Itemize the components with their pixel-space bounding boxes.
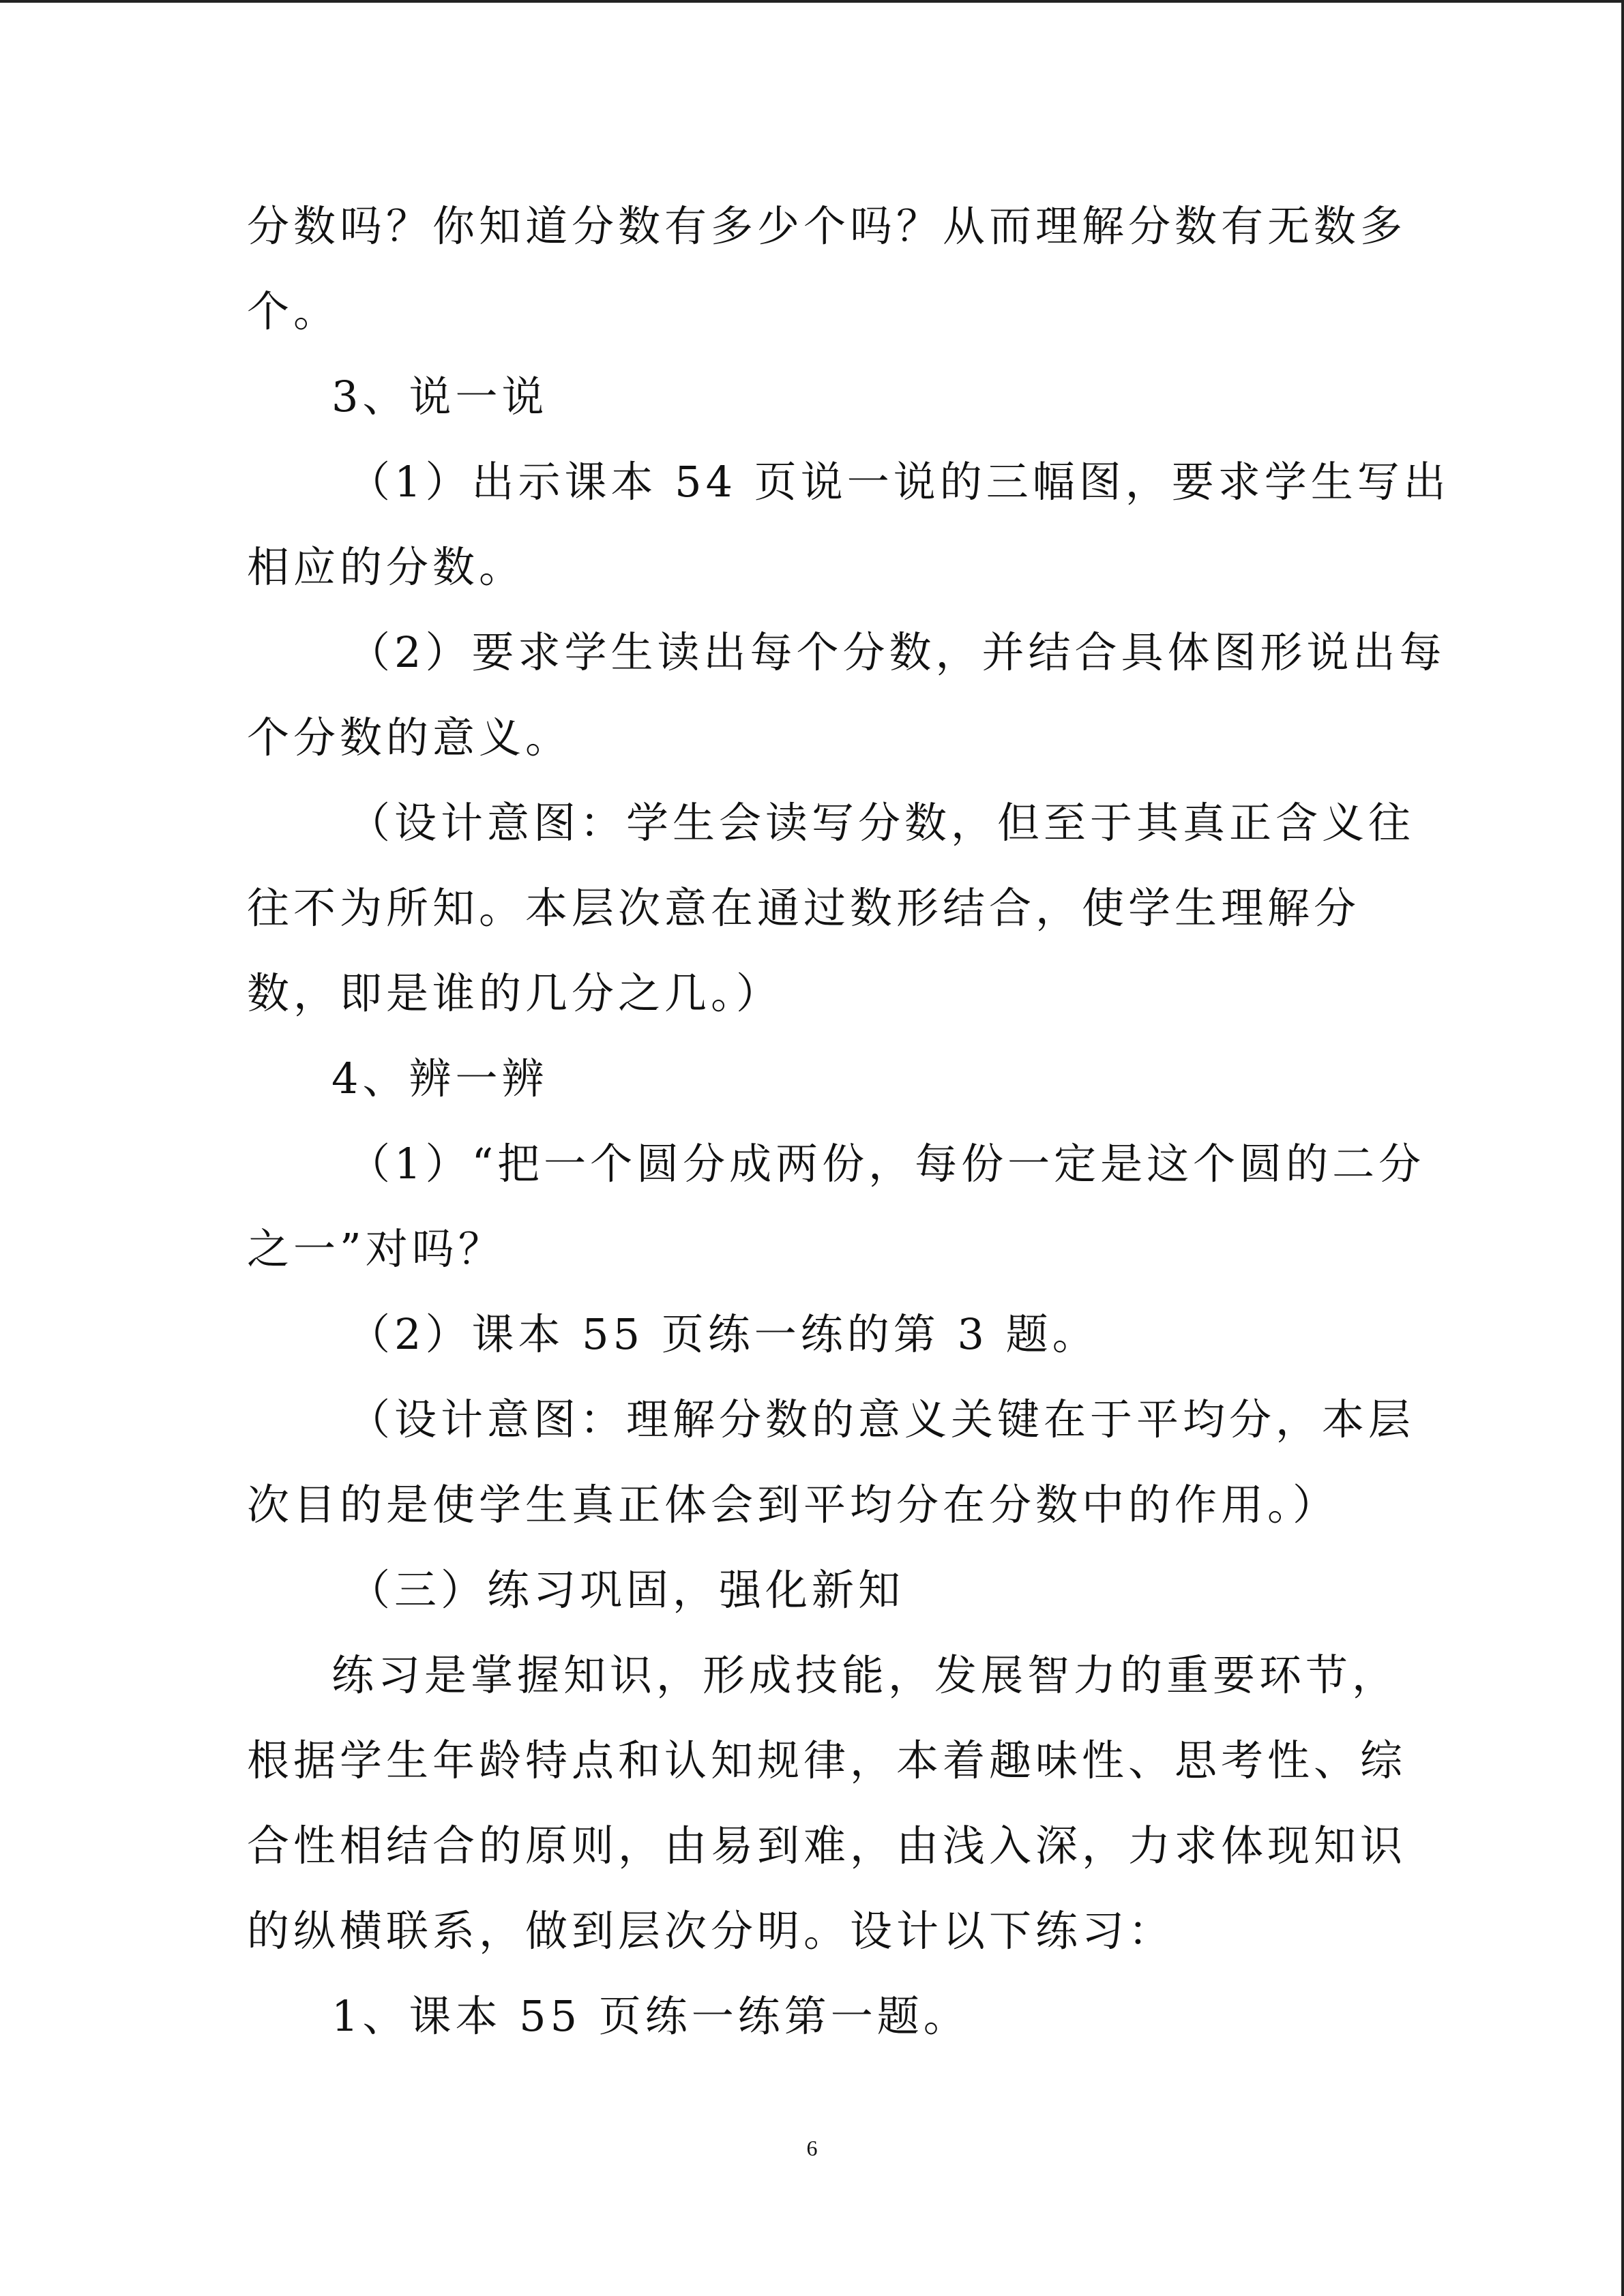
text-line: 相应的分数。 xyxy=(247,542,526,592)
section-heading: 4、辨一辨 xyxy=(331,1054,548,1103)
text-line: （2）课本 55 页练一练的第 3 题。 xyxy=(348,1309,1099,1359)
text-line: 个分数的意义。 xyxy=(247,713,572,762)
text-line: 练习是掌握知识，形成技能，发展智力的重要环节， xyxy=(331,1650,1399,1700)
page-border-right xyxy=(1621,0,1624,2296)
text-line: 1、课本 55 页练一练第一题。 xyxy=(331,1991,970,2041)
text-line: （设计意图：学生会读写分数，但至于其真正含义往 xyxy=(348,798,1415,848)
text-line: 合性相结合的原则，由易到难，由浅入深，力求体现知识 xyxy=(247,1821,1407,1870)
text-line: （2）要求学生读出每个分数，并结合具体图形说出每 xyxy=(348,627,1446,677)
text-line: （1）“把一个圆分成两份，每份一定是这个圆的二分 xyxy=(348,1139,1426,1189)
text-line: 的纵横联系，做到层次分明。设计以下练习： xyxy=(247,1906,1175,1956)
text-line: （设计意图：理解分数的意义关键在于平均分，本层 xyxy=(348,1395,1415,1444)
text-line: 之一”对吗？ xyxy=(247,1224,505,1274)
section-heading: 3、说一说 xyxy=(331,372,548,421)
text-line: 次目的是使学生真正体会到平均分在分数中的作用。） xyxy=(247,1480,1340,1530)
text-line: 往不为所知。本层次意在通过数形结合，使学生理解分 xyxy=(247,883,1361,933)
text-line: 数，即是谁的几分之几。） xyxy=(247,968,783,1018)
text-line: 根据学生年龄特点和认知规律，本着趣味性、思考性、综 xyxy=(247,1735,1407,1785)
text-line: 分数吗？你知道分数有多少个吗？从而理解分数有无数多 xyxy=(247,201,1407,251)
page-border-top xyxy=(0,0,1624,3)
page-number: 6 xyxy=(806,2136,818,2160)
text-line: （1）出示课本 54 页说一说的三幅图，要求学生写出 xyxy=(348,457,1450,507)
section-heading: （三）练习巩固，强化新知 xyxy=(348,1565,905,1615)
text-line: 个。 xyxy=(247,286,340,336)
